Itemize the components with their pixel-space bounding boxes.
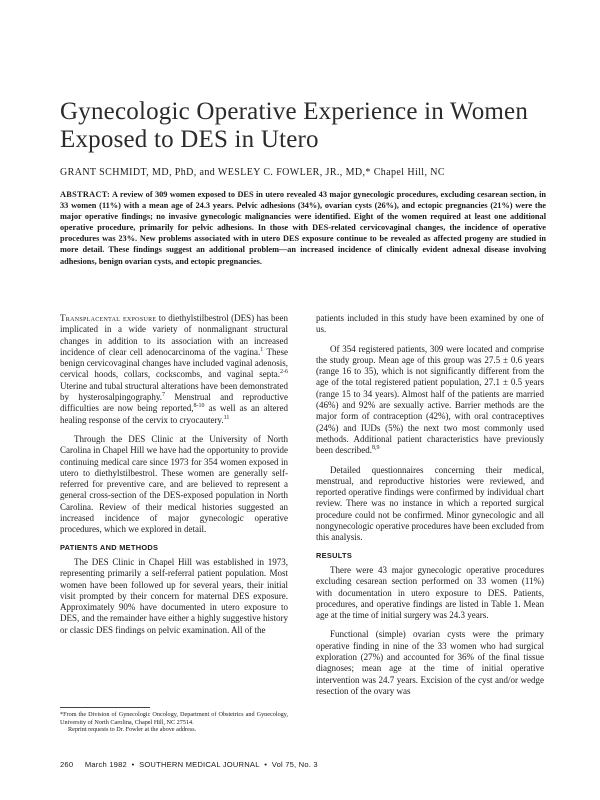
citation-sup: 1: [260, 346, 264, 353]
citation-sup: 7: [162, 392, 165, 399]
citation-sup: 8,9: [371, 445, 380, 452]
title-line-1: Gynecologic Operative Experience in Women: [60, 98, 529, 125]
intro-text-d: Menstrual and reproductive difficulties are now being reported,: [60, 392, 288, 414]
article-title: [60, 98, 560, 154]
journal-name: SOUTHERN MEDICAL JOURNAL: [139, 760, 260, 769]
intro-text-b: These benign cervicovaginal changes have included vaginal adenosis, cervical hoods, collars, cockscombs, and vaginal septa.: [60, 346, 289, 380]
footnote-reprints: Reprint requests to Dr. Fowler at the above address.: [68, 726, 197, 734]
right-column: [316, 313, 544, 697]
methods-paragraph: The DES Clinic in Chapel Hill was established in 1973, representing primarily a self-referral patient population. Most women have been followed up for several years, their initial visit prompted by their concern for maternal DES exposure. Approximately 90% have documented in utero exposure to DES, and the remainder have either a highly suggestive history or classic DES findings on pelvic examination. All of the: [60, 556, 288, 635]
section-heading-methods: PATIENTS AND METHODS: [60, 542, 159, 552]
section-heading-results: RESULTS: [316, 550, 353, 560]
author-byline: GRANT SCHMIDT, MD, PhD, and WESLEY C. FOWLER, JR., MD,* Chapel Hill, NC: [60, 167, 445, 178]
ovarian-cysts-paragraph: Functional (simple) ovarian cysts were the primary operative finding in nine of the 33 women who had surgical exploration (27%) and accounted for 36% of the final tissue diagnoses; mean age at the time of initial operative intervention was 24.7 years. Excision of the cyst and/or wedge resection of the ovary was: [316, 629, 544, 696]
footnote: [60, 711, 288, 734]
intro-text-e: as well as an altered healing response of the cervix to cryocautery.: [60, 403, 289, 425]
study-group-paragraph: [316, 344, 544, 457]
title-line-2: Exposed to DES in Utero: [60, 126, 319, 153]
footnote-affiliation: *From the Division of Gynecologic Oncology, Department of Obstetrics and Gynecology, University of North Carolina, Chapel Hill, NC 27514.: [60, 711, 288, 726]
intro-text-a: to diethylstilbestrol (DES) has been implicated in a wide variety of nonmalignant structural changes in addition to its association with an increased incidence of clear cell adenocarcinoma of the vagina.: [60, 313, 288, 357]
volume-issue: Vol 75, No. 3: [271, 760, 318, 769]
abstract-label: ABSTRACT:: [60, 190, 111, 199]
bullet-separator: •: [264, 760, 268, 769]
intro-text-c: Uterine and tubal structural alterations have been demonstrated by hysterosalpingography.: [60, 380, 288, 403]
abstract-text: A review of 309 women exposed to DES in utero revealed 43 major gynecologic procedures, excluding cesarean section, in 33 women (11%) with a mean age of 24.3 years. Pelvic adhesions (34%), ovarian cysts (26%), and ectopic pregnancies (21%) were the major operative findings; no invasive gynecologic malignancies were identified. Eight of the women required at least one additional operative procedure, primarily for pelvic adhesions. In those with DES-related cervicovaginal changes, the incidence of operative procedures was 23%. New problems associated with in utero DES exposure continue to be revealed as affected progeny are studied in more detail. These findings suggest an additional problem—an increased incidence of clinically evident adnexal disease involving adhesions, benign ovarian cysts, and ectopic pregnancies.: [60, 190, 546, 266]
study-group-text: Of 354 registered patients, 309 were located and comprise the study group. Mean age of this group was 27.5 ± 0.6 years (range 16 to 35), which is not significantly different from the age of the total registered patient population, 27.1 ± 0.5 years (range 15 to 34 years). Almost half of the patients are married (46%) and 92% are sexually active. Barrier methods are the major form of contraception (42%), with oral contraceptives (24%) and IUDs (5%) the next two most commonly used methods. Additional patient characteristics have previously been described.: [316, 343, 544, 456]
page-number: 260: [60, 760, 74, 769]
citation-sup: 11: [223, 414, 230, 421]
footnote-divider: [60, 707, 150, 708]
methods-continued-paragraph: patients included in this study have been examined by one of us.: [316, 313, 544, 335]
clinic-paragraph: Through the DES Clinic at the University of North Carolina in Chapel Hill we have had the opportunity to provide continuing medical care since 1973 for 354 women exposed in utero to diethylstilbestrol. These women are generally self-referred for preventive care, and are believed to represent a general cross-section of the DES-exposed population in North Carolina. Review of their medical histories suggested an increased incidence of major gynecologic operative procedures, which we explored in detail.: [60, 433, 288, 535]
bullet-separator: •: [131, 760, 135, 769]
questionnaire-paragraph: Detailed questionnaires concerning their medical, menstrual, and reproductive histories were reviewed, and reported operative findings were confirmed by individual chart review. There was no instance in which a reported surgical procedure could not be confirmed. Minor gynecologic and all nongynecologic operative procedures have been excluded from this analysis.: [316, 464, 544, 543]
results-paragraph: There were 43 major gynecologic operative procedures excluding cesarean section performed on 33 women (11%) with documentation in utero exposure to DES. Patients, procedures, and operative findings are listed in Table 1. Mean age at the time of initial surgery was 24.3 years.: [316, 564, 544, 621]
citation-sup: 2-6: [280, 369, 288, 376]
intro-lead-in: Transplacental exposure: [60, 313, 157, 323]
left-column: [60, 313, 288, 636]
citation-sup: 8-10: [193, 403, 205, 410]
issue-date: March 1982: [84, 760, 127, 769]
page-footer: [60, 760, 318, 769]
intro-paragraph: [60, 313, 288, 426]
abstract: [60, 189, 546, 267]
